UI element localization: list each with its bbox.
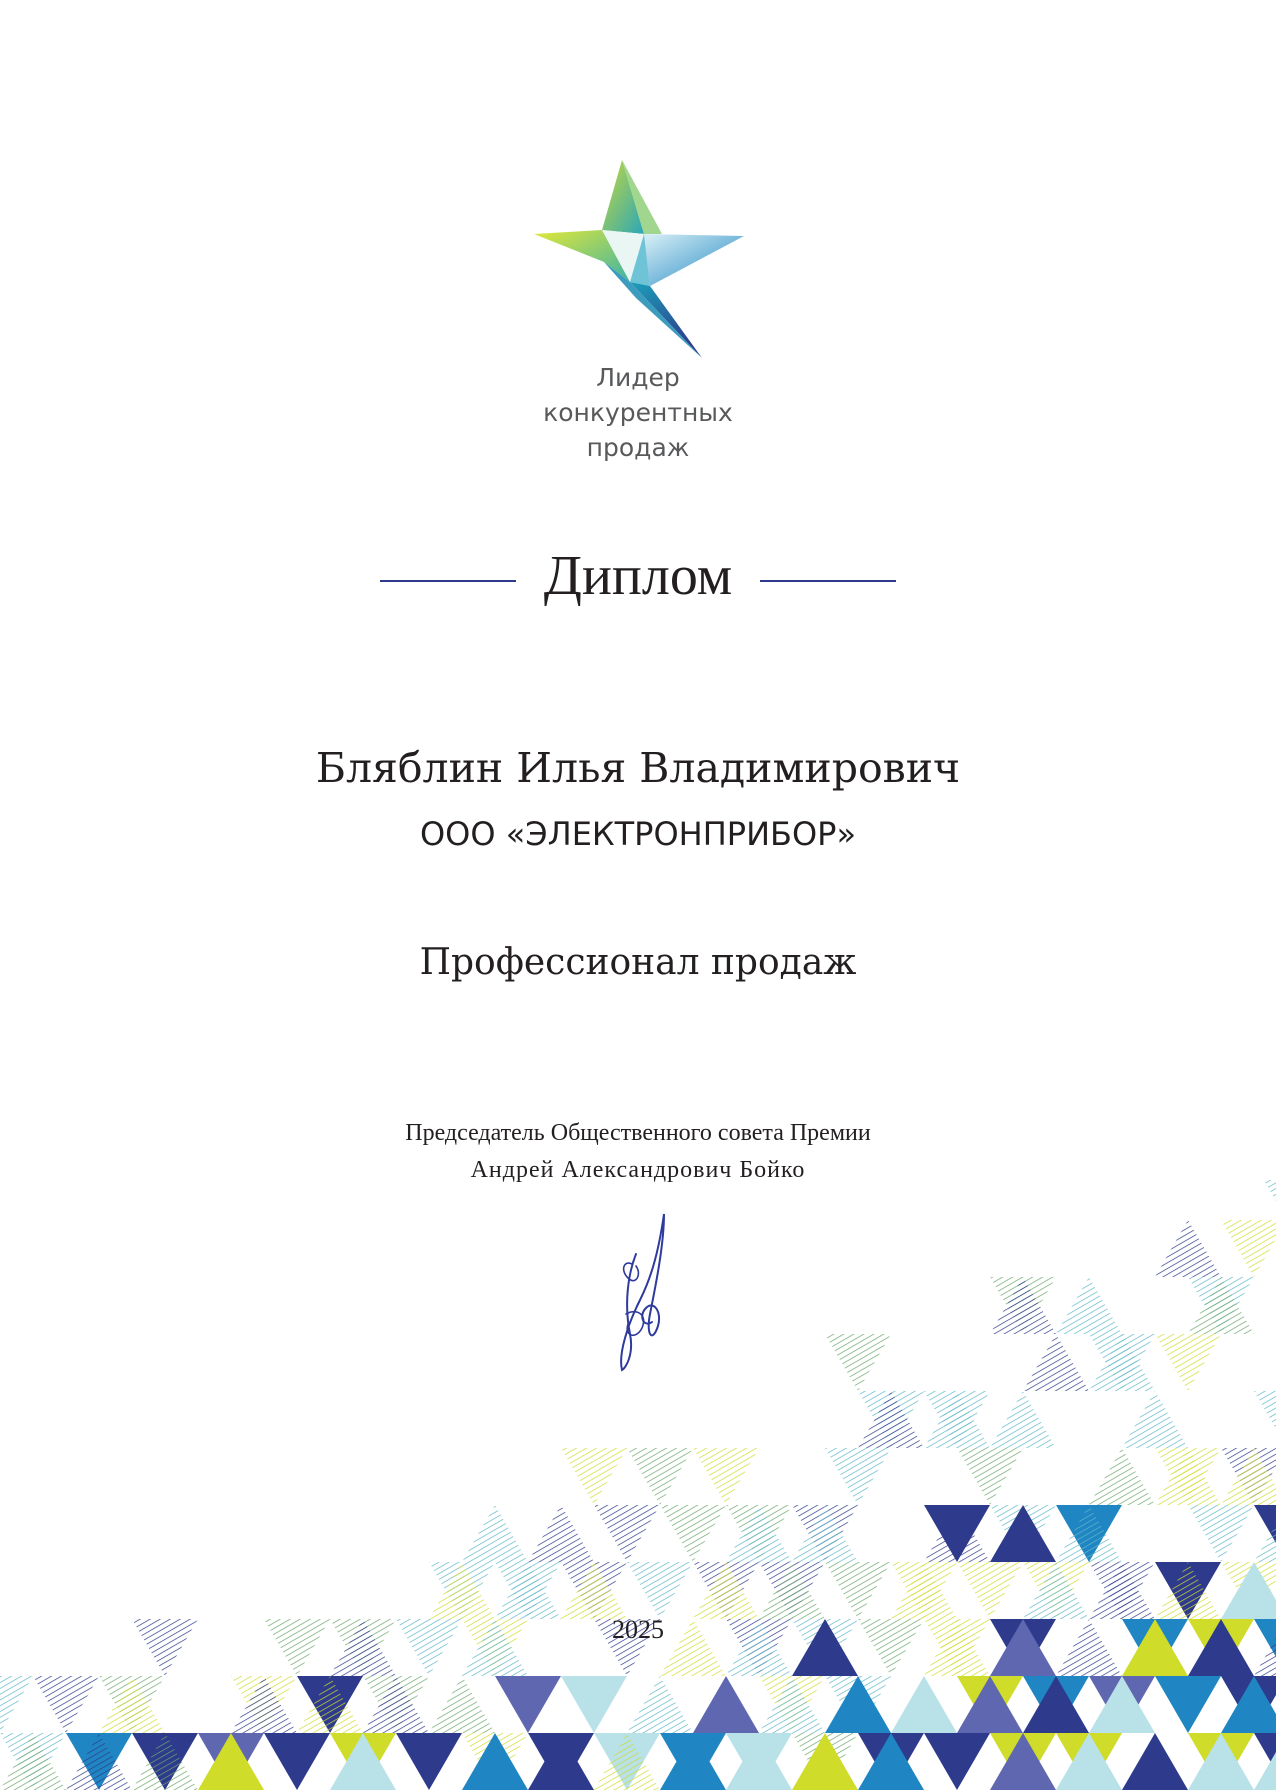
mosaic-triangle [1056,1277,1122,1334]
mosaic-triangle [1155,1334,1221,1391]
diploma-title: Диплом [543,545,733,607]
award-title: Профессионал продаж [419,942,857,983]
mosaic-triangle [1254,1391,1276,1448]
mosaic-triangle [627,1562,693,1619]
mosaic-triangle [660,1505,726,1562]
mosaic-triangle [693,1676,759,1733]
mosaic-triangle [693,1448,759,1505]
recipient-company: ООО «ЭЛЕКТРОНПРИБОР» [419,815,857,853]
mosaic-triangle [825,1334,891,1391]
mosaic-triangle [495,1676,561,1733]
mosaic-triangle [990,1391,1056,1448]
diploma-year: 2025 [612,1615,664,1644]
logo-caption-line: Лидер [596,363,680,392]
mosaic-triangle [462,1505,528,1562]
mosaic-triangle [561,1676,627,1733]
mosaic-triangle [891,1676,957,1733]
mosaic-triangle [1221,1220,1276,1277]
mosaic-triangle [957,1448,1023,1505]
mosaic-triangle [561,1448,627,1505]
mosaic-triangle [924,1733,990,1790]
recipient-name: Бляблин Илья Владимирович [315,744,961,792]
logo-caption-line: продаж [586,433,690,462]
mosaic-triangle [594,1505,660,1562]
mosaic-triangle [825,1448,891,1505]
mosaic-triangle [1122,1391,1188,1448]
mosaic-triangle [1254,1180,1276,1220]
mosaic-triangle [264,1733,330,1790]
signatory-position: Председатель Общественного совета Премии [405,1120,871,1146]
mosaic-triangle [1089,1448,1155,1505]
mosaic-triangle [528,1505,594,1562]
mosaic-triangle [396,1733,462,1790]
star-logo-icon [534,158,744,360]
mosaic-triangle [0,1676,33,1733]
logo-caption [488,360,788,465]
logo-caption-line: конкурентных [543,398,733,427]
mosaic-triangle [33,1676,99,1733]
mosaic-triangle [627,1448,693,1505]
mosaic-triangle [1023,1334,1089,1391]
mosaic-triangle [825,1562,891,1619]
title-row [380,542,896,614]
signatory-name: Андрей Александрович Бойко [470,1157,806,1183]
mosaic-triangle [1122,1733,1188,1790]
triangle-mosaic-decoration [0,1180,1276,1790]
mosaic-triangle [429,1676,495,1733]
title-divider-right [760,580,896,582]
mosaic-triangle [1188,1505,1254,1562]
mosaic-triangle [1155,1220,1221,1277]
mosaic-triangle [957,1562,1023,1619]
mosaic-triangle [1155,1676,1221,1733]
mosaic-triangle [627,1676,693,1733]
